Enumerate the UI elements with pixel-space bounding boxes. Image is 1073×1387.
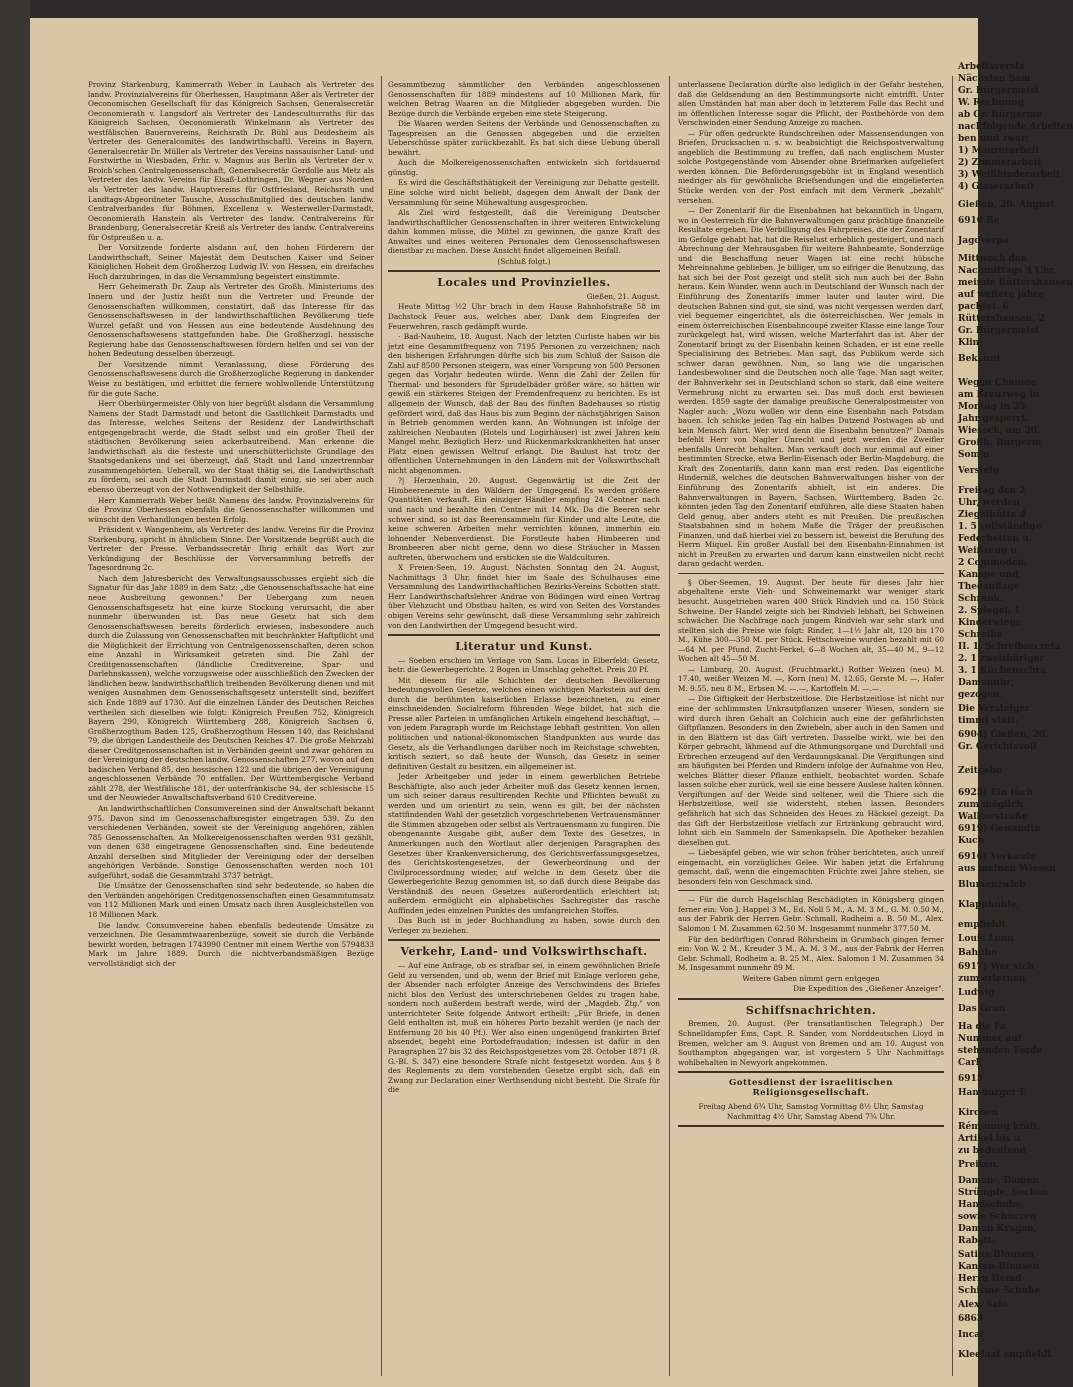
paragraph: X Freien-Seen, 19. August. Nächsten Sonntag den 24. August, Nachmittags 3 Uhr, findet hier im Saale des Schulhauses eine Versammlung des Landwirthschaftlichen Bezirks-Vereins Schotten statt. Herr Landwirthschaftslehrer Andrae von Büdingen wird einen Vortrag über Viehzucht und Obstbau halten, es wird von Seiten des Vorstandes obigen Vereins sehr gewünscht, daß diese Versammlung sehr zahlreich von den Landwirthen der Umgegend besucht wird. <box>388 563 660 630</box>
column-rule <box>952 76 953 1376</box>
ad-line: Wieseck, am 20. <box>958 426 1041 436</box>
section-heading-schiff: Schiffsnachrichten. <box>745 1003 877 1017</box>
paragraph: — Der Zonentarif für die Eisenbahnen hat bekanntlich in Ungarn, wo in Oesterreich für die Bahnverwaltungen ganz prächtige finanzielle Resultate ergeben. Die Verbilligung des Fahrpreises, die der Zonentarif im Gefolge gehabt hat, hat die Reiselust erheblich gesteigert, und nach Abrechnung der Mehrausgaben für weitere Bahnbeamte, Sonderzüge und die Beschaffung neuer Wagen ist eine recht hübsche Mehreinnahme geblieben. Je billiger, um so eifriger die Benutzung, das hat sich bei der Post gezeigt und stellt sich nun auch bei der Bahn heraus. Kein Wunder, wenn auch in Deutschland der Wunsch nach der Einführung des Zonentarifs immer lauter und lauter wird. Die deutschen Bahnen sind gut, sie sind, was nicht vergessen werden darf, viel bequemer eingerichtet, als die österreichischen. Wer jemals in einem österreichischen Eisenbahncoupé zweiter Klasse eine lange Tour zurückgelegt hat, wird wissen, welche Marterfahrt das ist. Aber der Zonentarif bringt zu der Eisenbahn keinen Schaden, er ist eine reelle Specialisirung des Betriebes. Man sagt, das Publikum werde sich schwer daran gewöhnen. Nun, so lang wie die ungarischen Landesbewohner sind die Deutschen noch alle Tage. Man sagt weiter, der Bahnverkehr sei in Deutschland schon so stark, daß eine weitere Vermehrung nicht zu erwarten sei. Das muß doch erst bewiesen werden. 1859 sagte der damalige preußische Generalpostmeister von Nagler auch: „Wozu wollen wir denn eine Eisenbahn nach Potsdam bauen. Ich schicke jeden Tag ein halbes Dutzend Postwagen ab und kein Mensch fährt. Wer wird denn die Eisenbahn benutzen?" Damals befehlt Herr von Nagler Unrecht und jetzt werden die Zweifler ebenfalls Unrecht behalten. Man verkauft doch nur einmal auf einer bestimmten Strecke, etwa Berlin-Eisenach oder Berlin-Magdeburg, die Kraft des Zonentarifs, dann kann man erst reden. Das eigentliche Hinderniß, welches die deutschen Bahnverwaltungen bisher von der Einführung des Zonentarifs abhielt, ist ein anderes. Die Bahnverwaltungen in Bayern, Sachsen, Württemberg, Baden 2c. könnten jeden Tag den Zonentarif einführen, alle diese Staaten haben Geld genug, aber anders steht es mit Preußen. Die preußischen Staatsbahnen sind in hohem Maße die Träger der preußischen Finanzen, und daß hierbei viel zu bessern ist, beweist die Berufung des Herrn Miquel. Ein großer Ausfall bei den Eisenbahn-Einnahmen ist nicht in Preußen zu erwarten und darum kann einstweilen nicht recht daran gedacht werden. <box>678 206 944 569</box>
ad-line: Hamburger E <box>958 1088 1027 1098</box>
ad-line: 6919) Gewandte <box>958 824 1041 834</box>
ad-line: Mittwoch den <box>958 254 1028 264</box>
ad-line: Jahr gesperrt. <box>958 414 1029 424</box>
ad-line: empfiehlt <box>958 920 1006 930</box>
section-divider <box>678 1125 944 1127</box>
paragraph: ?| Herzenhain, 20. August. Gegenwärtig ist die Zeit der Himbeerenernte in den Wäldern der Umgegend. Es werden größere Quantitäten verkauft. Ein einziger Händler empfing 24 Centner nach und nach und bezahlte den Centner mit 14 Mk. Da die Beeren sehr schwer sind, so ist das Beerensammeln für Kinder und alte Leute, die keine schweren Arbeiten mehr verrichten können, immerhin ein lohnender Nebenverdienst. Die Forstleute haben Himbeeren und Brombeeren aber nicht gerne, denn wo diese Sträucher in Massen auftreten, überwuchern und ersticken sie die Waldculturen. <box>388 476 660 562</box>
paragraph: Die landw. Consumvereine haben ebenfalls bedeutende Umsätze zu verzeichnen. Die Gesammtwaarenbezüge, soweit sie durch die Verbände bewirkt worden, betragen 1743990 Centner mit einem Werthe von 5794833 Mark im Jahre 1889. Durch die nichtverbandsmäßigen Bezüge vervollständigt sich der <box>88 920 374 968</box>
ad-line: Preisen. <box>958 1160 1000 1170</box>
ad-line: Gießen, 20. August <box>958 200 1055 210</box>
column-3 <box>678 80 944 1131</box>
section-divider <box>678 1071 944 1073</box>
divider <box>678 573 944 574</box>
column-1 <box>88 80 374 969</box>
ad-line: Damen-, Damen <box>958 1176 1039 1186</box>
paragraph: Als Ziel wird festgestellt, daß die Vereinigung Deutscher landwirthschaftlicher Genossenschaften in ihrer weiteren Entwickelung dahin kommen müsse, die Mittel zu gewinnen, die ganze Kraft des Anwaltes und eines weiteren Personales dem Genossenschaftswesen dienstbar zu machen. Diese Ansicht findet allgemeinen Beifall. <box>388 208 660 256</box>
paragraph: · Bad-Nauheim, 18. August. Nach der letzten Curliste haben wir bis jetzt eine Gesammtfrequenz von 7195 Personen zu verzeichnen; nach den bisherigen Erfahrungen dürfte sich bis zum Schluß der Saison die Zahl auf 8500 Personen steigern, was einer Vorsprung von 500 Personen gegen das Vorjahr bedeuten würde. Wenn die Zahl der Zellen für Thermal- und besonders für Sprudelbäder größer wäre, so hätten wir gewiß ein stärkeres Steigen der Fremdenfrequenz zu berichten. Es ist allgemein der Wunsch, daß der Bau des fünften Badehauses so rüstig gefördert wird, daß das Haus bis zum Beginn der nächstjährigen Saison in Betrieb genommen werden kann. An Wohnungen ist infolge der zahlreichen Neubauten (Hotels und Logirhäuser) ist zwei Jahren kein Mangel mehr. Bezüglich Herz- und Rückenmarkskrankheiten hat unser Platz einen gewissen Weltruf erlangt. Die Baulust hat trotz der öffentlichen Unternehmungen in den Ländern mit der Volkswirthschaft nicht abgenommen. <box>388 332 660 475</box>
section-heading-locales: Locales und Provinzielles. <box>437 276 611 290</box>
ad-line: Uhr, werden <box>958 498 1020 508</box>
ad-line: Schrank. <box>958 594 1004 604</box>
paragraph: Herr Oberbürgermeister Ohly von hier begrüßt alsdann die Versammlung Namens der Stadt Darmstadt und betont die Gastlichkeit Darmstadts und das Interesse, welches Seitens der Residenz der Landwirthschaft entgegengebracht werde, die Stadt selbst und ein großer Theil der städtischen Bevölkerung seien ackerbautreibend. Man erkenne die landwirthschaft als die festeste und unerschütterlichste Grundlage des Staatsgedankens und sei überzeugt, daß Stadt und Land unzertrennbar zusammengehörten. Ueberall, wo der Staat thätig sei, die Landwirthschaft zu fördern, sei auch die Stadt Darmstadt damit einig, sie sei aber auch ebenso überzeugt von der Nothwendigkeit der Selbsthilfe. <box>88 399 374 494</box>
ad-line: 6910 Be <box>958 216 1000 226</box>
paragraph: — Die Giftigkeit der Herbstzeitlose. Die Herbstzeitlose ist nicht nur eine der schlimmsten Unkrautpflanzen unserer Wiesen, sondern sie wird durch ihren Gehalt an Colchicin auch eine der gefährlichsten Giftpflanzen. Besonders in den Zwiebeln, aber auch in den Samen und in den Blättern ist das Gift vertreten. Dasselbe wirkt, wie bei den Körper gebracht, lähmend auf die Athmungsorgane und Durchfall und Erbrechen erzeugend auf den Verdauungskanal. Die Vergiftungen sind am häufigsten bei Pferden und Rindern infolge der Aufnahme von Heu, welches Blätter dieser Pflanze enthielt, beobachtet worden. Schafe lassen solche eher zurück, weil sie eine bessere Auslese halten können. Vergiftungen auf der Weide sind seltener, weil die Thiere sich die Herbstzeitlose, weil sie widersteht, stehen lassen. Besonders gefährlich hat sich das Schneiden des Heues zu Häcksel gezeigt. Da das Gift der Herbstzeitlose vielfach zur Ertränkung gebraucht wird, lohnt sich ein Sammeln der Samenkapseln. Die Apotheker bezahlen dieselben gut. <box>678 694 944 847</box>
ad-line: Walltorstraße <box>958 812 1028 822</box>
paragraph: § Ober-Seemen, 19. August. Der heute für dieses Jahr hier abgehaltene erste Vieh- und Schweinemarkt war weniger stark besucht. Ausgetrieben waren 400 Stück Rindvieh und ca. 150 Stück Schweine. Der Handel zeigte sich bei Rindvieh lebhaft, bei Schweinen schwächer. Die Nachfrage nach jungem Rindvieh war sehr stark und stellten sich die Preise wie folgt: Rinder, 1—1½ Jahr alt, 120 bis 170 M., Kühe 300—350 M. per Stück. Fettschweine wurden bezahlt mit 60—64 M. per Pfund. Zucht-Ferkel, 6—8 Wochen alt, 35—40 M., 9—12 Wochen alt 45—50 M. <box>678 577 944 664</box>
ad-line: 1. 5 vollständige <box>958 522 1042 532</box>
ad-line: Nachmittags 4 Uhr, <box>958 266 1057 276</box>
ad-line: nachfolgende Arbeiten <box>958 122 1073 132</box>
ad-line: Nummer auf <box>958 1034 1022 1044</box>
ad-line: zu bedeutend <box>958 1146 1027 1156</box>
ad-line: 3) Weißbinderarbeit <box>958 170 1061 180</box>
ad-line: Artikel bis u <box>958 1134 1021 1144</box>
ad-line: sowie Schürzen <box>958 1212 1037 1222</box>
paragraph: — Liebesäpfel geben, wie wir schon früher berichteten, auch unreif eingemacht, ein vorzügliches Gelee. Wir haben jetzt die Erfahrung gemacht, daß, wenn die eingemachten Früchte zwei Jahre stehen, sie besonders fein von Geschmack sind. <box>678 848 944 886</box>
ad-line: Ha die Fa <box>958 1022 1006 1032</box>
ad-line: Louis Lonn <box>958 934 1014 944</box>
ad-line: Klin <box>958 338 980 348</box>
ad-line: Zeitgebo <box>958 766 1003 776</box>
section-heading-gottesdienst: Gottesdienst der israelitischen Religionsgesellschaft. <box>728 1078 894 1098</box>
paragraph: Provinz Starkenburg, Kammerrath Weber in Laubach als Vertreter des landw. Provinzialvereins für Oberhessen, Hauptmann Aßer als Vertreter der Oeconomischen Gesellschaft für das Königreich Sachsen, Generalsecretär Oeconomierath v. Langsdorf als Vertreter des Landesculturraths für das Königreich Sachsen, Oeconomierath Winkelmann als Vertreter des westfälischen Bauernvereins, Reichsrath Dr. Bühl aus Deidesheim als Vertreter des Generalcomités des landwirthschaftl. Vereins in Bayern, Generalsecretär Dr. Müller als Vertreter des Vereins nassauischer Land- und Forstwirthe in Wiesbaden, Frhr. v. Magnus aus Berlin als Vertreter der v. Broich'schen Centralgenossenschaft, Generalsecretär Gerdolle aus Metz als Vertreter des landw. Vereins für Elsaß-Lothringen, Dr. Wegner aus Norden als Vertreter des landw. Hauptvereins für Ostfriesland, Reichsrath und Landtags-Abgeordneter Tausche, Ausschußmitglied des deutschen landw. Centralverbandes für Böhmen, Excellenz v. Westerweller-Darmstadt, Oeconomierath Hanstein als Vertreter des landw. Centralvereins für Brandenburg, Generalsecretär Kreiß als Vertreter des landw. Centralvereins für Ostpreußen u. a. <box>88 80 374 242</box>
section-divider <box>388 939 660 941</box>
paragraph: Die Umsätze der Genossenschaften sind sehr bedeutende, so haben die den Verbänden angehörigen Creditgenossenschaften einen Gesammtumsatz von 112 Millionen Mark und einen Umsatz nach ihren Ausgleichstellen von 18 Millionen Mark. <box>88 881 374 920</box>
ad-line: Gr. Bürgermeist <box>958 86 1040 96</box>
paragraph: Für den bedürftigen Conrad Röhrsheim in Grumbach gingen ferner ein: Von W. 2 M., Kreuder 3 M., A. M. 3 M., aus der Fabrik der Herren Gebr. Schmall, Rodheim a. B. 25 M., Alex. Salomon 1 M. Zusammen 34 M. Insgesammt nunmehr 89 M. <box>678 934 944 973</box>
paragraph: Die Waaren werden Seitens der Verbände und Genossenschaften zu Tagespreisen an die Genossen abgegeben und die erzielten Ueberschüsse später zurückbezahlt. Es hat sich diese Uebung überall bewährt. <box>388 119 660 157</box>
paragraph: Bremen, 20. August. (Per transatlantischen Telegraph.) Der Schnelldampfer Ems, Capt. R. Sander, vom Norddeutschen Lloyd in Bremen, welcher am 9. August von Bremen und am 10. August von Southampton abgegangen war, ist vorgestern 5 Uhr Nachmittags wohlbehalten in Newyork angekommen. <box>678 1019 944 1067</box>
ad-line: pachtet. 6 <box>958 302 1009 312</box>
paragraph: Herr Geheimerath Dr. Zaup als Vertreter des Großh. Ministeriums des Innern und der Justiz heißt nun die Vertreter und Freunde der Genossenschaften willkommen, constatirt, daß das Interesse für das Genossenschaftswesen in der landwirthschaftlichen Bevölkerung tiefe Wurzel gefaßt und von Hessen aus eine bedeutende Ausdehnung des Genossenschaftswesens stattgefunden habe. Die Großherzogl. hessische Regierung habe das Genossenschaftswesen fördern helfen und sei von der hohen Bedeutung desselben überzeugt. <box>88 282 374 359</box>
ad-line: ben und zwar: <box>958 134 1029 144</box>
ad-line: Blumenzwieb <box>958 880 1026 890</box>
dateline: Gießen, 21. August. <box>586 291 660 301</box>
paragraph: Das Buch ist in jeder Buchhandlung zu haben, sowie durch den Verleger zu beziehen. <box>388 916 660 935</box>
ad-line: Damenuhr, <box>958 678 1014 688</box>
ad-line: 6915 <box>958 1074 984 1084</box>
ad-line: Ludwig <box>958 988 995 998</box>
ad-line: 3. 1 Küchenschra <box>958 666 1047 676</box>
ad-line: Nächsten Sam <box>958 74 1031 84</box>
ad-line: Bahnho <box>958 948 998 958</box>
ad-line: Herrn Hemd- <box>958 1274 1026 1284</box>
ad-line: ab Gr. Bürgerme <box>958 110 1043 120</box>
ad-line: am Kreuzweg in <box>958 390 1040 400</box>
ad-line: Kanten-Blousen <box>958 1262 1040 1272</box>
section-divider <box>388 634 660 636</box>
ad-line: aus meinen Wiesen <box>958 864 1056 874</box>
paragraph: — Soeben erschien im Verlage von Sam. Lucas in Elberfeld: Gesetz, betr. die Gewerbegerichte. 2 Bogen in Umschlag geheftet. Preis 20 Pf. <box>388 655 660 675</box>
paragraph: An landwirthschaftlichen Consumvereinen sind der Anwaltschaft bekannt 975. Davon sind im Genossenschaftsregister eingetragen 539. Zu den verschiedenen Verbänden, soweit sie der Vereinigung angehören, zählen 785 Genossenschaften. An Molkereigenossenschaften werden 931 gezählt, von denen 638 eingetragene Genossenschaften sind. Eine bedeutende Anzahl derselben sind Mitglieder der Vereinigung oder der derselben angehörigen Verbände. Sonstige Genossenschaften werden noch 101 aufgeführt, sodaß die Gesammtzahl 3737 beträgt. <box>88 804 374 880</box>
ad-line: Kirchen <box>958 1108 999 1118</box>
ad-line: 1) Maurerarbeit <box>958 146 1040 156</box>
paragraph: Heute Mittag ½2 Uhr brach in dem Hause Bahnhofstraße 58 im Dachstock Feuer aus, welches aber, Dank dem Eingreifen der Feuerwehren, rasch gedämpft wurde. <box>388 302 660 331</box>
ad-line: Somm <box>958 450 990 460</box>
divider <box>678 890 944 891</box>
paragraph: Auch die Molkereigenossenschaften entwickeln sich fortdauernd günstig. <box>388 158 660 177</box>
paragraph: — Auf eine Anfrage, ob es strafbar sei, in einem gewöhnlichen Briefe Geld zu versenden, und ob, wenn der Brief mit Einlage verloren gehe, der Absender nach erfolgter Anzeige des Verschwindens des Briefes nicht blos den Verlust des unterschriebenen Geldes zu tragen habe, sondern noch außerdem bestraft werde, wird der „Magdeb. Ztg." von unterrichteter Seite folgende Antwort ertheilt: „Für Briefe, in denen Geld enthalten ist, muß ein höheres Porto bezahlt werden (je nach der Entfernung 20 bis 40 Pf.). Wer also einen ungenügend frankirten Brief absendet, begeht eine Portodefraudation; indessen ist dafür in den Paragraphen 27 bis 32 des Reichspostgesetzes vom 28. October 1871 (R. G.-Bl. S. 347) eine besondere Strafe nicht festgesetzt worden. Aus § 8 des Reglements zu dem vorstehenden Gesetze ergibt sich, daß ein Zwang zur Declaration einer Werthsendung nicht besteht. Die Strafe für die <box>388 961 660 1095</box>
paragraph: Präsident v. Wangenheim, als Vertreter des landw. Vereins für die Provinz Starkenburg, spricht in ähnlichem Sinne. Der Vorsitzende begrüßt auch die Vertreter der Presse. Verbandssecretär Ihrig erhält das Wort zur Verkündigung der Beschlüsse der Vorversammlung betreffs der Tagesordnung 2c. <box>88 525 374 573</box>
paragraph: Gesammtbezug sämmtlicher den Verbänden angeschlossenen Genossenschaften für 1889 mindestens auf 10 Millionen Mark, für welchen Betrag Waaren an die Mitglieder abgegeben wurden. Die Bezüge durch die Verbände ergeben eine stete Steigerung. <box>388 80 660 118</box>
ad-line: 6925) Ein tüch <box>958 788 1034 798</box>
ad-line: zum erlernen <box>958 974 1026 984</box>
section-heading-literatur: Literatur und Kunst. <box>455 640 593 654</box>
ad-line: Schreibs <box>958 630 1002 640</box>
ad-line: Carl <box>958 1058 980 1068</box>
ad-line: Gr. Gerichtsvoll <box>958 742 1037 752</box>
ad-line: II. 1. Schreibsecreta <box>958 642 1061 652</box>
paragraph: — Für offen gedruckte Rundschreiben oder Massensendungen von Briefen, Drucksachen u. s. w. beabsichtigt die Reichspostverwaltung angeblich die Bestimmung zu treffen, daß nach englischem Muster solche Postgegenstände vom Absender ohne Briefmarken aufgeliefert werden können. Die Beförderungsgebühr ist in England wesentlich niedriger als für gewöhnliche Briefsendungen und die eingelieferten Stücke werden von der Post einfach mit dem Vermerk „bezahlt" versehen. <box>678 128 944 205</box>
column-2 <box>388 80 660 1096</box>
paragraph: Mit diesem für alle Schichten der deutschen Bevölkerung bedeutungsvollen Gesetze, welches einen wichtigen Markstein auf dem durch die berühmten kaiserlichen Erlasse bezeichneten, zu einer einschneidenden Socialreform führenden Wege bildet, hat sich die Presse aller Parteien in umfänglichen Artikeln eingehend beschäftigt, — von jedem Paragraph wurde im Reichstage lebhaft gestritten. Von allen politischen und national-ökonomischen Standpunkten aus wurde das Gesetz, als die Verhandlungen darüber noch im Reichstage schwebten, kritisch seziert, so daß heute der Wunsch, das Gesetz in seiner definitiven Gestalt zu besitzen, ein allgemeiner ist. <box>388 675 660 771</box>
ad-line: Kanapé und <box>958 570 1019 580</box>
ad-line: Arbeitsverste <box>958 62 1026 72</box>
ad-line: stehenden Forde <box>958 1046 1043 1056</box>
paragraph: Freitag Abend 6¾ Uhr, Samstag Vormittag 8½ Uhr, Samstag Nachmittag 4½ Uhr, Samstag Abend 7¾ Uhr. <box>698 1102 924 1121</box>
ad-line: Incar <box>958 1330 985 1340</box>
ad-line: Alex. Salo <box>958 1300 1008 1310</box>
ad-line: Montag in 25. <box>958 402 1029 412</box>
ad-line: Theeauflage <box>958 582 1020 592</box>
newspaper-page <box>30 18 1073 1387</box>
ad-line: gezogen. <box>958 690 1003 700</box>
ad-line: Weißzeug u. <box>958 546 1020 556</box>
ad-line: Großh. Bürgerm <box>958 438 1042 448</box>
ad-line: Federbetten u. <box>958 534 1032 544</box>
ad-line: Rabatt. <box>958 1236 996 1246</box>
ad-line: Satins-Blousen <box>958 1250 1035 1260</box>
ad-line: Bekannt <box>958 354 1001 364</box>
ad-line: auf weitere jahre <box>958 290 1044 300</box>
book-binding-edge <box>0 0 30 1387</box>
ad-line: meinde Rüttershausen <box>958 278 1073 288</box>
ad-line: Strümpfe, Socken <box>958 1188 1049 1198</box>
ad-line: Wegen Chausse <box>958 378 1037 388</box>
to-be-continued: (Schluß folgt.) <box>497 256 551 266</box>
ad-line: 2 Commoden, <box>958 558 1028 568</box>
paragraph: — Für die durch Hagelschlag Beschädigten in Königsberg gingen ferner ein: Von J. Happel 3 M., Ed. Noll 5 M., A. M. 3 M., G. M. 0.50 M., aus der Fabrik der Herren Gebr. Schmall, Rodheim a. B. 50 M., Alex. Salomon 1 M. Zusammen 62.50 M. Insgesammt nunmehr 377.50 M. <box>678 895 944 934</box>
ad-line: Damen Kragen, <box>958 1224 1037 1234</box>
paragraph: Herr Kammerrath Weber heißt Namens des landw. Provinzialvereins für die Provinz Oberhessen ebenfalls die Genossenschafter willkommen und wünscht den Verhandlungen besten Erfolg. <box>88 495 374 524</box>
ad-line: Die Versteiger <box>958 704 1030 714</box>
column-rule <box>669 76 670 1376</box>
section-divider <box>388 270 660 272</box>
paragraph: Weitere Gaben nimmt gern entgegen <box>742 973 880 983</box>
ad-line: Rémmung kräft <box>958 1122 1038 1132</box>
ad-line: zum möglich <box>958 800 1023 810</box>
ad-line: Klapphühle, <box>958 900 1020 910</box>
ad-line: Schirme Schuhe <box>958 1286 1041 1296</box>
ad-line: 6917) Wer sich <box>958 962 1034 972</box>
paragraph: — Limburg, 20. August. (Fruchtmarkt.) Rother Weizen (neu) M. 17.40, weißer Weizen M. —, Korn (neu) M. 12.65, Gerste M. —, Hafer M. 9.55, neu 8 M., Erbsen M. —.—, Kartoffeln M. —.—. <box>678 664 944 693</box>
ad-line: Freitag den 2 <box>958 486 1026 496</box>
ad-line: Gr. Bürgermeist <box>958 326 1040 336</box>
ad-line: 6916) Verkaufe <box>958 852 1036 862</box>
paragraph: Es wird die Geschäftsthätigkeit der Vereinigung zur Debatte gestellt. Eine solche wird nicht beliebt, dagegen dem Anwalt der Dank der Versammlung für seine Mühewaltung ausgesprochen. <box>388 178 660 207</box>
ad-line: 6904) Gießen, 20. <box>958 730 1049 740</box>
ad-line: Kleefaat empfiehlt <box>958 1350 1052 1360</box>
ad-line: Kuch <box>958 836 985 846</box>
ad-line: timmt statt. <box>958 716 1019 726</box>
section-divider <box>678 998 944 1000</box>
ad-line: 2. Spiegel, 1 <box>958 606 1021 616</box>
column-rule <box>381 76 382 1376</box>
ad-line: 2. 1 zweithüriger <box>958 654 1045 664</box>
ad-line: Rüttershausen, 2 <box>958 314 1045 324</box>
paragraph: Jeder Arbeitgeber und jeder in einem gewerblichen Betriebe Beschäftigte, also auch jeder Arbeiter muß das Gesetz kennen lernen, um sich seiner daraus resultirenden Rechte und Pflichten bewußt zu werden und um orientirt zu sein, wenn es gilt, bei der nächsten stattfindenden Wahl der gesetzlich vorgeschriebenen Vertrauensmänner die Stimmen abzugeben oder selbst als Vertrauensmann zu fungiren. Die obengenannte Ausgabe gibt, außer dem Texte des Gesetzes, in Anmerkungen auch den Wortlaut aller derjenigen Paragraphen des Gesetzes über Krankenversicherung, des Gerichtsverfassungsgesetzes, des Gerichtskostengesetzes, der Gewerbeordnung und der Civilprocessordnung wieder, auf welche in dem Gesetz über die Gewerbegerichte Bezug genommen ist, so daß durch diese Beigabe das Verständniß des neuen Gesetzes außerordentlich erleichtert ist; außerdem ermöglicht ein alphabetisches Sachregister das rasche Auffinden jedes einzelnen Punktes des umfangreichen Stoffes. <box>388 772 660 915</box>
ad-line: Jagdverpa <box>958 236 1009 246</box>
ad-line: Das Grun <box>958 1004 1006 1014</box>
paragraph: unterlassene Declaration dürfte also lediglich in der Gefahr bestehen, daß die Geldsendung an den Bestimmungsorte nicht eintrifft. Unter allen Umständen hat man aber doch in letzterem Falle das Recht und im öffentlichen Interesse sogar die Pflicht, der Postbehörde von dem Verschwinden einer Sendung Anzeige zu machen. <box>678 80 944 128</box>
ad-line: 6863 <box>958 1314 984 1324</box>
paragraph: Der Vorsitzende forderte alsdann auf, den hohen Förderern der Landwirthschaft, Seiner Majestät dem Deutschen Kaiser und Seiner Königlichen Hoheit dem Großherzog Ludwig IV. von Hessen, ein dreifaches Hoch darzubringen, in das die Versammlung begeistert einstimmte. <box>88 243 374 281</box>
ad-line: Kinderwiege <box>958 618 1022 628</box>
ad-line: Versteig <box>958 466 1000 476</box>
ad-line: W. Rechnung <box>958 98 1025 108</box>
ad-line: Ziegelhütte d <box>958 510 1026 520</box>
ad-line: 4) Glaserarbeit <box>958 182 1035 192</box>
ad-line: 2) Zimmerarbeit <box>958 158 1042 168</box>
paragraph: Nach dem Jahresbericht des Verwaltungsausschusses ergiebt sich die Signatur für das Jahr 1889 in dem Satz: „die Genossenschaftssache hat eine neue Ausbreitung gewonnen." Der Uebergang zum neuen Genossenschaftsgesetz hat eine kurze Stockung verursacht, die aber nunmehr überwunden ist. Das neue Gesetz hat sich dem Genossenschaftswesen bereits förderlich erwiesen, insbesondere auch durch die Zulassung von Genossenschaften mit beschränkter Haftpflicht und die Möglichkeit der Errichtung von Centralgenossenschaften, deren schon eine Anzahl in Wirksamkeit getreten sind. Die Zahl der Creditgenossenschaften (ländliche Creditvereine, Spar- und Darlehnskassen), welche vorzugsweise oder ausschließlich den Zwecken der ländlichen bezw. landwirthschaftlich treibenden Bevölkerung dienen und mit wenigen Ausnahmen dem Genossenschaftsgesetz unterstellt sind, beziffert sich Ende 1889 auf 1730. Auf die einzelnen Länder des Deutschen Reiches vertheilen sich dieselben wie folgt: Königreich Preußen 752, Königreich Bayern 290, Königreich Württemberg 288, Königreich Sachsen 6, Großherzogthum Baden 125, Großherzogthum Hessen 140, das Reichsland 79, die übrigen Landestheile des Deutschen Reiches 47. Die große Mehrzahl dieser Creditgenossenschaften ist in Verbänden geeint und zwar gehören zu der Vereinigung der deutschen landw. Genossenschaften 277, wovon auf den badischen Verband 85, den hessischen 122 und die übrigen der Vereinigung angeschlossenen Verbände 70 entfallen. Der Württembergische Verband zählt 278, der Westfälische 181, der unterfränkische 94, der schlesische 15 und der Neuwieder Anwaltschaftsverband 610 Creditvereine. <box>88 573 374 803</box>
section-heading-verkehr: Verkehr, Land- und Volkswirthschaft. <box>400 945 648 959</box>
signature: Die Expedition des „Gießener Anzeiger". <box>793 984 944 994</box>
paragraph: Der Vorsitzende nimmt Veranlassung, diese Förderung des Genossenschaftswesens durch die Großherzogliche Regierung in dankender Weise zu bestätigen, und erbittet die fernere wohlwollende Unterstützung für die gute Sache. <box>88 359 374 398</box>
ad-line: Handschuhe, <box>958 1200 1025 1210</box>
